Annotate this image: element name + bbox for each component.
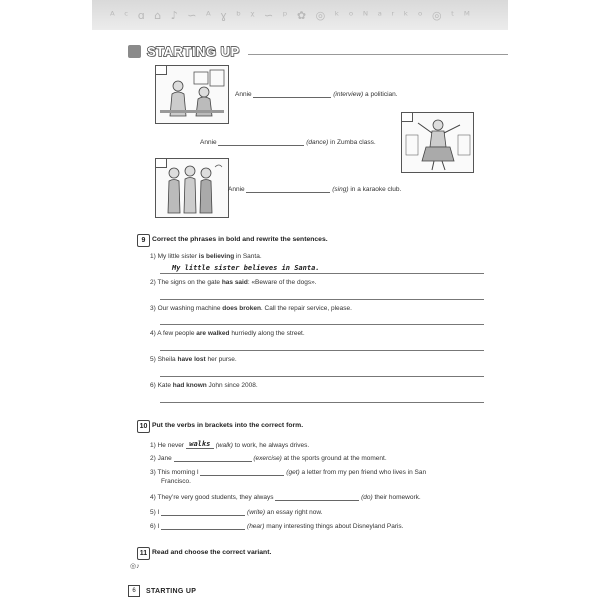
ex10-fill-6[interactable] [161, 522, 245, 530]
ex10-fill-4[interactable] [275, 493, 359, 501]
ex9-item-3: 3) Our washing machine does broken. Call the repair service, please. [150, 305, 352, 312]
ex9-item-1: 1) My little sister is believing in Santa. [150, 253, 262, 260]
headphones-icon[interactable]: ◎♪ [130, 563, 140, 570]
ex10-fill-1[interactable]: walks [186, 440, 214, 449]
ex9-answer-line-2[interactable] [160, 299, 484, 300]
picture3-sentence: Annie (sing) in a karaoke club. [228, 186, 402, 193]
exercise-9-title: Correct the phrases in bold and rewrite the sentences. [152, 236, 328, 243]
title-divider [248, 54, 508, 55]
ex10-fill-3[interactable] [200, 468, 284, 476]
footer-label: STARTING UP [146, 587, 197, 595]
ex9-answer-line-3[interactable] [160, 324, 484, 325]
picture3-blank[interactable] [246, 185, 330, 193]
page-number: 6 [128, 585, 140, 597]
header-decoration: ᴬ ᶜ ɑ ⌂ ♪ ∽ ᴬ ɣ ᵇ ᵡ ∽ ᵖ ✿ ◎ ᵏ ᵒ ᴺ ᵃ ʳ ᵏ ᵒ ◎ ᵗ ᴹ [110, 9, 473, 22]
picture1-sentence: Annie (interview) a politician. [235, 91, 398, 98]
exercise-9-number: 9 [137, 234, 150, 247]
exercise-10-number: 10 [137, 420, 150, 433]
ex9-item-6: 6) Kate had known John since 2008. [150, 382, 258, 389]
ex9-answer-line-4[interactable] [160, 350, 484, 351]
section-title-row [128, 40, 508, 62]
ex9-answer-line-5[interactable] [160, 376, 484, 377]
header-band [92, 0, 508, 30]
picture1-blank[interactable] [253, 90, 331, 98]
ex9-item-2: 2) The signs on the gate has said: «Beware of the dogs». [150, 279, 317, 286]
ex9-item-4: 4) A few people are walked hurriedly along the street. [150, 330, 305, 337]
picture2-sentence: Annie (dance) in Zumba class. [200, 139, 376, 146]
picture-corner [155, 65, 167, 75]
ex10-item-3-cont: Francisco. [161, 478, 191, 485]
section-title: STARTING UP [147, 43, 240, 59]
picture-zumba [401, 112, 474, 173]
picture-corner [155, 158, 167, 168]
picture2-blank[interactable] [218, 138, 304, 146]
section-marker-icon [128, 45, 141, 58]
ex9-answer-line-6[interactable] [160, 402, 484, 403]
exercise-11-title: Read and choose the correct variant. [152, 549, 272, 556]
ex10-item-1: 1) He never walks (walk) to work, he always drives. [150, 440, 310, 449]
ex10-item-4: 4) They’re very good students, they always (do) their homework. [150, 494, 421, 501]
picture-karaoke [155, 158, 229, 218]
ex10-item-3: 3) This morning I (get) a letter from my pen friend who lives in San [150, 469, 427, 476]
ex9-answer-line-1 [160, 273, 484, 274]
picture-politician [155, 65, 229, 124]
ex10-fill-5[interactable] [161, 508, 245, 516]
exercise-10-title: Put the verbs in brackets into the correct form. [152, 422, 304, 429]
page-footer [128, 585, 196, 597]
ex10-item-5: 5) I (write) an essay right now. [150, 509, 323, 516]
exercise-11-number: 11 [137, 547, 150, 560]
picture-corner [401, 112, 413, 122]
ex9-answer-1[interactable]: My little sister believes in Santa. [172, 264, 320, 272]
ex10-fill-2[interactable] [174, 454, 252, 462]
ex10-item-6: 6) I (hear) many interesting things about Disneyland Paris. [150, 523, 404, 530]
ex9-item-5: 5) Sheila have lost her purse. [150, 356, 237, 363]
ex10-item-2: 2) Jane (exercise) at the sports ground at the moment. [150, 455, 387, 462]
